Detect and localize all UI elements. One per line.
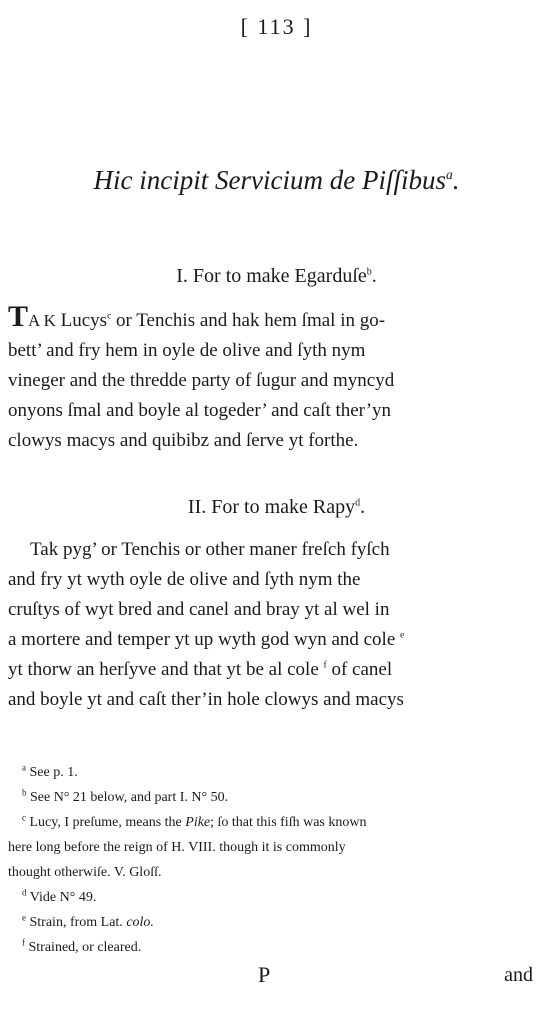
section-title-text: Hic incipit Servicium de Piſſibus	[93, 165, 446, 195]
recipe-1-heading-text: I. For to make Egarduſe	[176, 265, 367, 287]
recipe-1-heading	[0, 265, 553, 288]
footnote-text: Vide N° 49.	[29, 890, 97, 905]
footnote-mark: a	[22, 762, 26, 773]
footnote-text: Lucy, I preſume, means the	[29, 815, 186, 830]
footnote-c	[8, 810, 533, 835]
drop-cap: T	[8, 300, 29, 333]
footnote-italic: Pike	[185, 815, 211, 830]
footnote-b	[8, 785, 533, 810]
recipe-1-body	[8, 302, 533, 456]
text-run: Lucys	[55, 310, 108, 331]
text-run: yt thorw an herſyve and that yt be al cole	[8, 659, 319, 680]
footnote-ref-b[interactable]: b	[366, 266, 372, 278]
text-line: and boyle yt and caſt ther’in hole clowys and macys	[8, 689, 404, 710]
footnote-text: Strained, or cleared.	[28, 940, 142, 955]
text-line: cruſtys of wyt bred and canel and bray yt al wel in	[8, 599, 390, 620]
footnote-text: ; ſo that this fiſh was known	[210, 815, 367, 830]
footnote-text: See N° 21 below, and part I. N° 50.	[30, 790, 229, 805]
footnote-mark: e	[22, 912, 26, 923]
text-line: vineger and the thredde party of ſugur and myncyd	[8, 370, 395, 391]
footnote-ref-f[interactable]: f	[323, 660, 327, 671]
footnote-italic: colo.	[126, 915, 154, 930]
text-line	[8, 302, 533, 336]
footnote-mark: b	[22, 787, 27, 798]
text-line	[8, 625, 533, 655]
text-line: bett’ and fry hem in oyle de olive and ſyth nym	[8, 340, 366, 361]
text-line: Tak pyg’ or Tenchis or other maner freſch fyſch	[30, 539, 390, 560]
signature-mark: P	[258, 962, 271, 987]
recipe-1-heading-trail: .	[371, 265, 377, 287]
footnote-text: Strain, from Lat.	[29, 915, 127, 930]
footnote-c-cont: here long before the reign of H. VIII. though it is commonly	[8, 840, 346, 855]
recipe-2-heading	[0, 496, 553, 519]
footnote-d	[8, 885, 533, 910]
footnote-text: See p. 1.	[29, 765, 78, 780]
recipe-2-heading-text: II. For to make Rapy	[187, 496, 356, 518]
footnote-ref-a[interactable]: a	[445, 167, 453, 182]
footnote-ref-d[interactable]: d	[355, 497, 361, 509]
footnote-a	[8, 760, 533, 785]
footnote-mark: f	[22, 937, 25, 948]
page-number: [ 113 ]	[240, 14, 313, 39]
footnote-e	[8, 910, 533, 935]
recipe-2-heading-trail: .	[360, 496, 366, 518]
text-run: a mortere and temper yt up wyth god wyn and cole	[8, 629, 396, 650]
text-line: and fry yt wyth oyle de olive and ſyth nym the	[8, 569, 361, 590]
catchword: and	[504, 964, 533, 986]
text-line: clowys macys and quibibz and ſerve yt forthe.	[8, 430, 359, 451]
footnotes	[8, 760, 533, 960]
text-run: of canel	[326, 659, 393, 680]
drop-cap-lead: A K	[28, 311, 56, 330]
footnote-ref-e[interactable]: e	[400, 630, 405, 641]
footnote-c-cont: thought otherwiſe. V. Gloſſ.	[8, 865, 162, 880]
footnote-mark: d	[22, 887, 27, 898]
footnote-ref-c[interactable]: c	[107, 311, 112, 322]
text-run: or Tenchis and hak hem ſmal in go-	[111, 310, 386, 331]
footnote-f	[8, 935, 533, 960]
text-line: onyons ſmal and boyle al togeder’ and caſt ther’yn	[8, 400, 392, 421]
section-title	[0, 165, 553, 196]
recipe-2-body	[8, 535, 533, 715]
section-title-trail: .	[452, 165, 460, 195]
footnote-mark: c	[22, 812, 26, 823]
text-line	[8, 655, 533, 685]
